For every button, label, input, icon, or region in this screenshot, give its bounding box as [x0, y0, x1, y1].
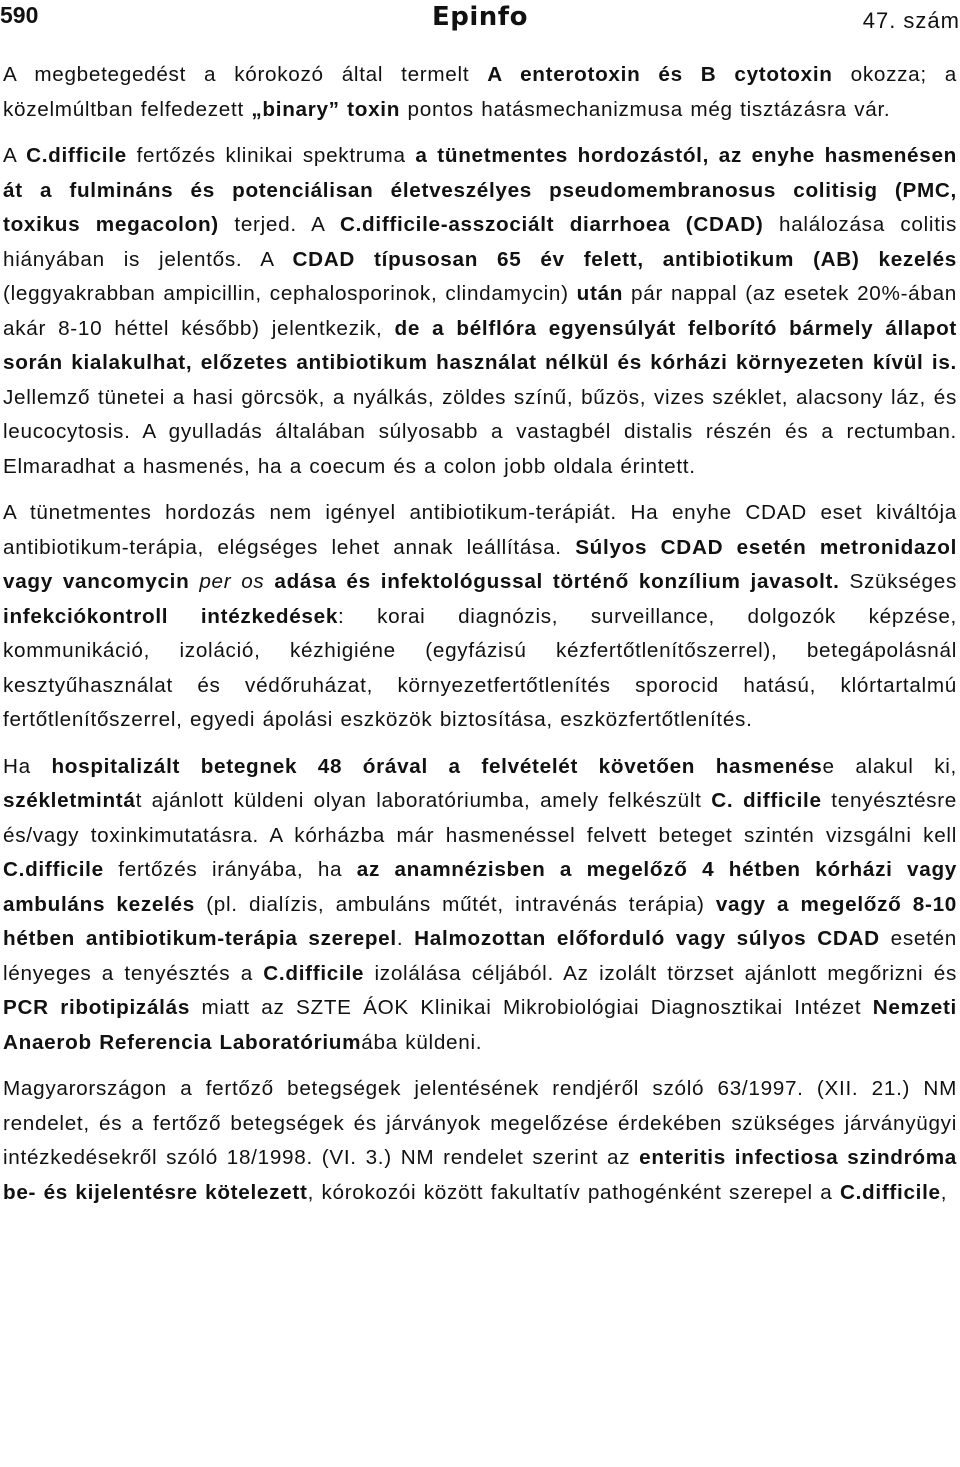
- text-run: Szükséges: [839, 570, 957, 593]
- bold-text-run: Nemzeti Anaerob Referencia Laboratórium: [3, 996, 957, 1054]
- bold-text-run: Halmozottan előforduló vagy súlyos CDAD: [414, 927, 880, 950]
- bold-text-run: Súlyos CDAD esetén metronidazol vagy vancomycin: [3, 535, 958, 593]
- text-run: ,: [940, 1180, 948, 1204]
- text-run: .: [396, 927, 415, 950]
- text-run: A tünetmentes hordozás nem igényel antibiotikum-terápiát. Ha enyhe CDAD eset kiváltója antibiotikum-terápia, elégséges lehet annak leállítása.: [3, 501, 957, 559]
- bold-text-run: C.difficile-asszociált diarrhoea (CDAD): [339, 213, 764, 236]
- paragraph: [3, 1072, 957, 1210]
- text-run: pár nappal (az esetek 20%-ában akár 8-10 héttel később) jelentkezik,: [3, 282, 957, 340]
- text-run: e alakul ki,: [822, 754, 958, 778]
- text-run: , kórokozói között fakultatív pathogénként szerepel a: [307, 1180, 840, 1204]
- bold-text-run: enteritis infectiosa szindróma be- és kijelentésre kötelezett: [3, 1146, 958, 1204]
- paragraph: [3, 750, 957, 1061]
- text-run: pontos hatásmechanizmusa még tisztázásra vár.: [400, 97, 891, 121]
- bold-text-run: székletmintá: [3, 789, 136, 812]
- paragraph: [3, 58, 957, 127]
- text-run: fertőzés klinikai spektruma: [126, 144, 416, 167]
- bold-text-run: adása és infektológussal történő konzílium javasolt.: [264, 570, 840, 593]
- text-run: A megbetegedést a kórokozó által termelt: [3, 63, 488, 86]
- text-run: okozza; a közelmúltban felfedezett: [3, 63, 957, 121]
- bold-text-run: C.difficile: [839, 1180, 941, 1204]
- issue-number: 47. szám: [862, 8, 960, 33]
- paragraph: [3, 496, 957, 738]
- text-run: miatt az SZTE ÁOK Klinikai Mikrobiológiai Diagnosztikai Intézet: [190, 996, 873, 1019]
- bold-text-run: C.difficile: [26, 144, 127, 167]
- article-body: [3, 58, 957, 1210]
- text-run: : korai diagnózis, surveillance, dolgozók képzése, kommunikáció, izoláció, kézhigiéne (egyfázisú kézfertőtlenítőszerrel), betegápolásnál kesztyűhasználat és védőruházat, környezetfertőtlenítés sporocid hatású, klórtartalmú fertőtlenítőszerrel, egyedi ápolási eszközök biztosítása, eszközfertőtlenítés.: [3, 604, 957, 731]
- text-run: esetén lényeges a tenyésztés a: [3, 927, 957, 985]
- text-run: (pl. dialízis, ambuláns műtét, intravénás terápia): [194, 892, 716, 916]
- text-run: Jellemző tünetei a hasi görcsök, a nyálkás, zöldes színű, bűzös, vizes széklet, alacsony láz, és leucocytosis. A gyulladás általában súlyosabb a vastagbél distalis részén és a rectumban. Elmaradhat a hasmenés, ha a coecum és a colon jobb oldala érintett.: [3, 385, 957, 478]
- bold-text-run: A enterotoxin és B cytotoxin: [487, 63, 833, 86]
- bold-text-run: a tünetmentes hordozástól, az enyhe hasmenésen át a fulmináns és potenciálisan életveszélyes pseudomembranosus colitisig (PMC, toxikus megacolon): [3, 144, 957, 236]
- text-run: (leggyakrabban ampicillin, cephalosporinok, clindamycin): [3, 282, 577, 305]
- text-run: A: [3, 144, 27, 167]
- text-run: fertőzés irányába, ha: [103, 858, 357, 881]
- bold-text-run: után: [576, 282, 624, 305]
- bold-text-run: C.difficile: [263, 961, 365, 985]
- text-run: ába küldeni.: [361, 1030, 483, 1054]
- epinfo-logo: Epinfo: [432, 2, 528, 32]
- page-header: [0, 0, 960, 46]
- bold-text-run: CDAD típusosan 65 év felett, antibiotikum (AB) kezelés: [292, 247, 958, 271]
- page-number: 590: [0, 2, 39, 28]
- paragraph: [3, 139, 957, 484]
- bold-text-run: vagy a megelőző 8-10 hétben antibiotikum-terápia szerepel: [3, 892, 957, 950]
- bold-text-run: PCR ribotipizálás: [3, 996, 191, 1019]
- text-run: Magyarországon a fertőző betegségek jelentésének rendjéről szóló 63/1997. (XII. 21.) NM rendelet, és a fertőző betegségek és járványok megelőzése érdekében szükséges járványügyi intézkedésekről szóló 18/1998. (VI. 3.) NM rendelet szerint az: [3, 1077, 957, 1169]
- italic-text-run: per os: [199, 570, 265, 593]
- bold-text-run: C.difficile: [3, 858, 104, 881]
- text-run: izolálása céljából. Az izolált törzset ajánlott megőrizni és: [364, 961, 957, 985]
- bold-text-run: infekciókontroll intézkedések: [3, 604, 339, 628]
- bold-text-run: az anamnézisben a megelőző 4 hétben kórházi vagy ambuláns kezelés: [3, 858, 957, 916]
- text-run: Ha: [3, 754, 52, 778]
- bold-text-run: „binary” toxin: [251, 97, 401, 121]
- bold-text-run: C. difficile: [711, 789, 822, 812]
- bold-text-run: hospitalizált betegnek 48 órával a felvételét követően hasmenés: [51, 754, 823, 778]
- text-run: t ajánlott küldeni olyan laboratóriumba, amely felkészült: [135, 789, 712, 812]
- bold-text-run: de a bélflóra egyensúlyát felborító bármely állapot során kialakulhat, előzetes antibiotikum használat nélkül és kórházi környezeten kívül is.: [3, 316, 958, 374]
- text-run: terjed. A: [218, 213, 340, 236]
- text-run: halálozása colitis hiányában is jelentős. A: [3, 213, 958, 271]
- text-run: tenyésztésre és/vagy toxinkimutatásra. A kórházba már hasmenéssel felvett beteget szintén vizsgálni kell: [3, 789, 957, 847]
